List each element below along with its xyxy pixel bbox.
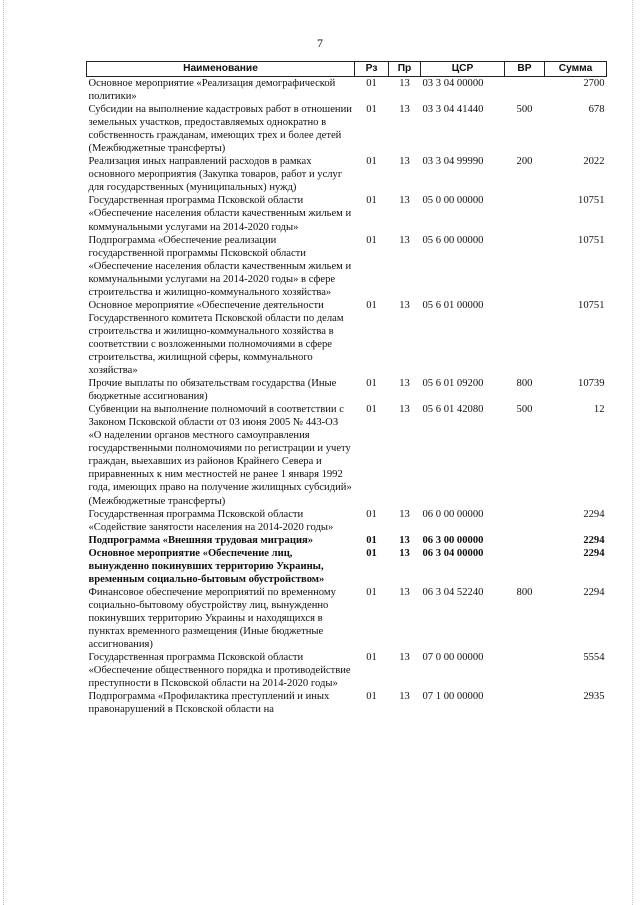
row-name: Подпрограмма «Внешняя трудовая миграция» (88, 534, 314, 546)
row-csr: 05 0 00 00000 (422, 195, 484, 207)
row-name: Подпрограмма «Профилактика преступлений и иных правонарушений в Псковской области на (88, 691, 330, 716)
row-vr (505, 77, 545, 104)
row-vr: 800 (516, 378, 533, 390)
row-rz: 01 (366, 534, 377, 546)
row-csr: 05 6 01 00000 (422, 299, 484, 311)
row-vr (505, 651, 545, 690)
row-rz: 01 (366, 195, 377, 207)
header-pr: Пр (389, 62, 421, 77)
row-vr (505, 690, 545, 716)
header-vr: ВР (505, 62, 545, 77)
row-vr: 500 (516, 104, 533, 116)
table-row (87, 299, 607, 377)
row-pr: 13 (399, 195, 410, 207)
row-name: Основное мероприятие «Обеспечение деятельности Государственного комитета Псковской области по делам строительства и жилищно-коммунального хозяйства в соответствии с возложенными полномочиями в сфере строительства, жилищной сферы, коммунального хозяйства» (88, 299, 344, 377)
row-vr (505, 194, 545, 233)
row-csr: 07 1 00 00000 (422, 691, 484, 703)
row-csr: 06 3 04 52240 (422, 586, 484, 598)
row-pr: 13 (399, 78, 410, 89)
row-sum: 2022 (583, 156, 605, 168)
row-sum: 2294 (583, 534, 605, 546)
scan-edge-left (3, 0, 5, 905)
row-vr: 800 (516, 586, 533, 598)
row-rz: 01 (366, 691, 377, 703)
row-sum: 10751 (578, 234, 605, 246)
table-row (87, 103, 607, 155)
row-csr: 03 3 04 41440 (422, 104, 484, 116)
table-row (87, 534, 607, 547)
row-csr: 03 3 04 99990 (422, 156, 484, 168)
table-row (87, 586, 607, 651)
row-csr: 07 0 00 00000 (422, 652, 484, 664)
row-pr: 13 (399, 547, 410, 559)
header-rz: Рз (355, 62, 389, 77)
row-sum: 2700 (583, 78, 605, 89)
row-name: Финансовое обеспечение мероприятий по временному социально-бытовому обустройству лиц, вынужденно покинувших территорию Украины и находящихся в пунктах временного размещения (Иные бюджетные ассигнования) (88, 586, 336, 651)
row-name: Государственная программа Псковской области «Обеспечение общественного порядка и противодействие преступности в Псковской области на 2014-2020 годы» (88, 652, 351, 690)
row-csr: 06 3 00 00000 (422, 534, 484, 546)
row-rz: 01 (366, 378, 377, 390)
row-pr: 13 (399, 378, 410, 390)
row-name: Прочие выплаты по обязательствам государства (Иные бюджетные ассигнования) (88, 378, 337, 403)
table-row (87, 155, 607, 194)
row-csr: 05 6 00 00000 (422, 234, 484, 246)
row-name: Подпрограмма «Обеспечение реализации государственной программы Псковской области «Обеспечение населения области качественным жильем и коммунальными услугами на 2014-2020 годы» в сфере строительства и жилищно-коммунального хозяйства» (88, 234, 352, 298)
row-name: Субсидии на выполнение кадастровых работ в отношении земельных участков, предоставляемых однократно в собственность гражданам, имеющих трех и более детей (Межбюджетные трансферты) (88, 104, 352, 155)
header-sum: Сумма (545, 62, 607, 77)
row-sum: 12 (593, 404, 605, 416)
table-row (87, 651, 607, 690)
row-pr: 13 (399, 586, 410, 598)
row-rz: 01 (366, 586, 377, 598)
row-name: Государственная программа Псковской области «Содействие занятости населения на 2014-2020 годы» (88, 508, 334, 533)
row-sum: 2294 (583, 547, 605, 559)
row-pr: 13 (399, 299, 410, 311)
row-pr: 13 (399, 156, 410, 168)
budget-table (86, 61, 607, 716)
row-vr (505, 299, 545, 377)
table-header-row (87, 62, 607, 77)
row-csr: 05 6 01 09200 (422, 378, 484, 390)
row-rz: 01 (366, 78, 377, 89)
row-pr: 13 (399, 234, 410, 246)
table-body (87, 77, 607, 717)
row-sum: 10751 (578, 195, 605, 207)
row-csr: 06 0 00 00000 (422, 508, 484, 520)
row-vr (505, 547, 545, 586)
row-name: Субвенции на выполнение полномочий в соответствии с Законом Псковской области от 03 июня 2005 № 443-ОЗ «О наделении органов местного самоуправления государственными полномочиями по регистрации и учету граждан, выехавших из районов Крайнего Севера и приравненных к ним местностей не ранее 1 января 1992 года, имеющих право на получение жилищных субсидий» (Межбюджетные трансферты) (88, 404, 352, 507)
table-row (87, 508, 607, 534)
table-row (87, 234, 607, 299)
row-sum: 10751 (578, 299, 605, 311)
row-sum: 2294 (583, 508, 605, 520)
row-csr: 06 3 04 00000 (422, 547, 484, 559)
row-vr (505, 508, 545, 534)
row-sum: 5554 (583, 652, 605, 664)
row-pr: 13 (399, 508, 410, 520)
row-rz: 01 (366, 652, 377, 664)
table-row (87, 377, 607, 403)
row-csr: 03 3 04 00000 (422, 78, 484, 89)
row-sum: 2935 (583, 691, 605, 703)
table-row (87, 77, 607, 104)
table-row (87, 403, 607, 507)
row-sum: 678 (588, 104, 605, 116)
header-csr: ЦСР (421, 62, 505, 77)
page-number: 7 (317, 36, 323, 50)
row-name: Основное мероприятие «Реализация демографической политики» (88, 78, 336, 103)
row-rz: 01 (366, 234, 377, 246)
row-vr (505, 234, 545, 299)
row-pr: 13 (399, 404, 410, 416)
header-name: Наименование (87, 62, 355, 77)
row-sum: 10739 (578, 378, 605, 390)
table-row (87, 547, 607, 586)
row-vr: 200 (516, 156, 533, 168)
row-rz: 01 (366, 299, 377, 311)
row-pr: 13 (399, 534, 410, 546)
row-rz: 01 (366, 104, 377, 116)
row-vr: 500 (516, 404, 533, 416)
row-pr: 13 (399, 104, 410, 116)
scan-edge-right (632, 0, 634, 905)
row-pr: 13 (399, 691, 410, 703)
row-name: Реализация иных направлений расходов в рамках основного мероприятия (Закупка товаров, работ и услуг для государственных (муниципальных) нужд) (88, 156, 343, 194)
row-rz: 01 (366, 156, 377, 168)
table-row (87, 194, 607, 233)
table-row (87, 690, 607, 716)
row-rz: 01 (366, 404, 377, 416)
row-name: Государственная программа Псковской области «Обеспечение населения области качественным жильем и коммунальными услугами на 2014-2020 годы» (88, 195, 352, 233)
row-sum: 2294 (583, 586, 605, 598)
row-name: Основное мероприятие «Обеспечение лиц, вынужденно покинувших территорию Украины, временным социально-бытовым обустройством» (88, 547, 325, 585)
row-csr: 05 6 01 42080 (422, 404, 484, 416)
row-rz: 01 (366, 547, 377, 559)
row-rz: 01 (366, 508, 377, 520)
row-pr: 13 (399, 652, 410, 664)
row-vr (505, 534, 545, 547)
